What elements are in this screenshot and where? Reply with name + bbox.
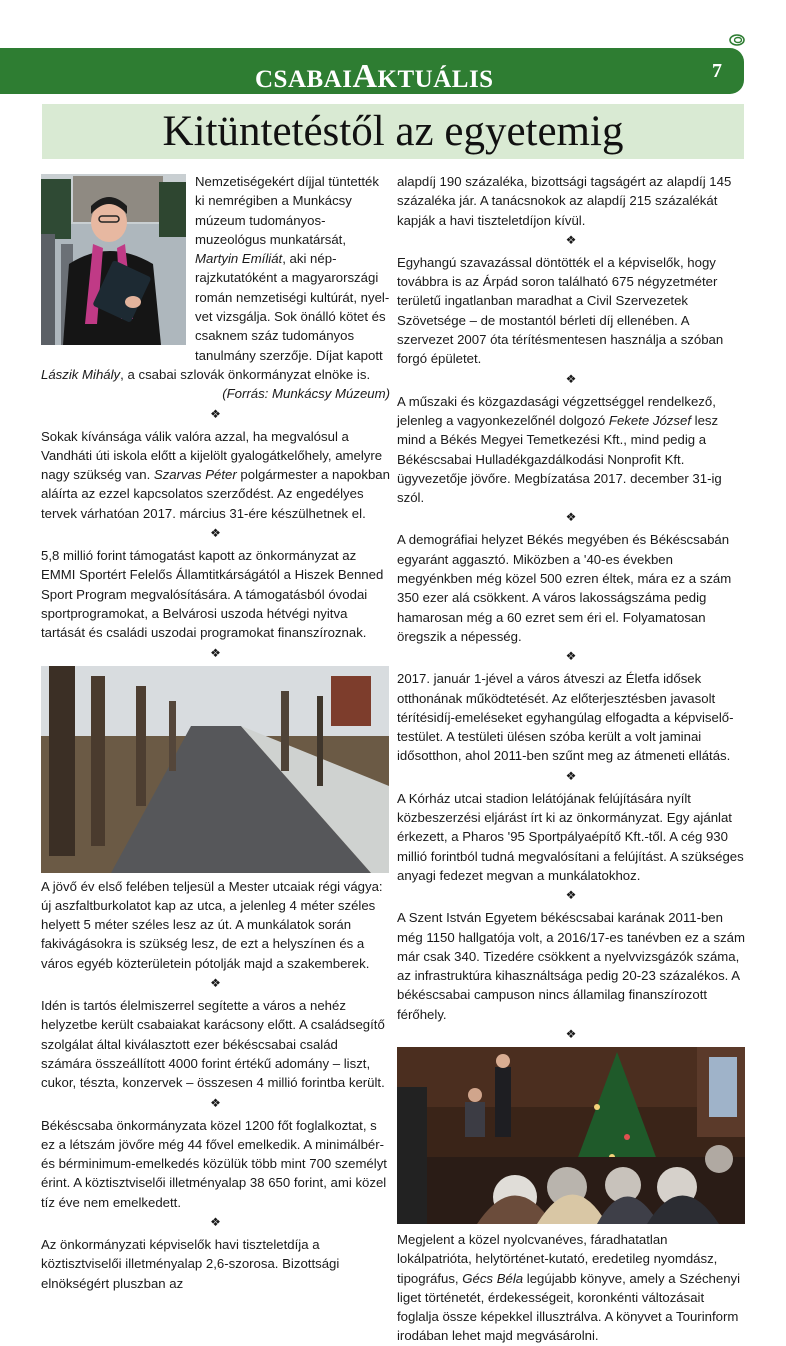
award-winner-photo <box>41 174 186 345</box>
crosswalk-article-cont: polgármester a napokban aláírta az ezzel kapcsolatos szerződést. Az engedélyes tervek várhatóan 2017. március 31-ére készülhetnek el. <box>41 467 390 521</box>
director-article: A műszaki és közgazdasági végzettséggel rendelkező, jelenleg a vagyonkezelőnél dolgozó <box>397 393 716 428</box>
director-article-cont: lesz mind a Békés Megyei Temetkezési Kft., mind pedig a Békéscsabai Hulladékgazdálkodási Nonprofit Kft. ügyvezetője jövőre. Megbízatása 2017. december 31-ig szól. <box>397 412 722 506</box>
page-title: Kitüntetéstől az egyetemig <box>162 108 624 155</box>
separator-icon: ❖ <box>210 976 221 991</box>
university-article: A Szent István Egyetem békéscsabai karának 2011-ben még 1150 hallgatója volt, a 2016/17-es tanévben ez a szám már csak 340. Tizedére csökkent a nyelvvizsgázók száma, az infrastruktúra kihasználtsága pedig 20-23 százalékos. A békéscsabai campuson nincs államilag finanszírozott férőhely. <box>397 910 745 1022</box>
award-article-text-end: , a csabai szlovák önkormányzat elnöke is. <box>120 366 371 382</box>
separator-icon: ❖ <box>565 232 577 247</box>
page-number: 7 <box>712 60 722 82</box>
left-column <box>41 172 390 1293</box>
demography-article: A demográfiai helyzet Békés megyében és Békéscsabán egyaránt aggasztó. Miközben a '40-es években megyénkben még közel 500 ezren éltek, mára ez a szám 350 ezer alá csökkent. A város lakosságszáma pedig hamarosan még a 60 ezret sem éri el. Folyamatosan öregszik a népesség. <box>397 532 732 644</box>
director-name: Fekete József <box>608 412 691 428</box>
book-launch-photo <box>397 1047 745 1224</box>
council-fee-article: Az önkormányzati képviselők havi tiszteletdíja a köztisztviselői illetményalap 2,6-szorosa. Bizottsági elnökségért pluszban az <box>41 1236 340 1291</box>
separator-icon: ❖ <box>210 645 221 660</box>
separator-icon: ❖ <box>210 406 221 421</box>
food-donation-article: Idén is tartós élelmiszerrel segítette a város a nehéz helyzetbe került csabaiakat karácsony előtt. A családsegítő szolgálat által kiválasztott ezer békéscsabai család számára összeállított 4000 forint értékű adomány – liszt, cukor, tészta, konzervek – összesen 4 millió forintba került. <box>41 998 385 1091</box>
separator-icon: ❖ <box>565 768 577 783</box>
elderly-home-article: 2017. január 1-jével a város átveszi az Életfa idősek otthonának működtetését. Az előterjesztésben javasolt térítésidíj-emeléseket egyhangúlag elfogadta a képviselő-testület. A testületi ülésen szóba került a volt jaminai idősotthon, ahol 2011-ben szűnt meg az átmeneti ellátás. <box>397 671 734 764</box>
book-article-cont: legújabb könyve, amely a Széchenyi liget történetét, érdekességeit, koronkénti változásait foglalja össze képekkel illusztrálva. A könyvet a Tourinform irodában lehet majd megvásárolni. <box>397 1270 741 1344</box>
separator-icon: ❖ <box>565 888 577 903</box>
employment-article: Békéscsaba önkormányzata közel 1200 főt foglalkoztat, s ez a létszám jövőre még 44 fővel emelkedik. A minimálbér- és bérminimum-emelkedés közülük több mint 700 személyt érint. A köztisztviselői illetményalap 38 650 forint, ami közel tíz éve nem emelkedett. <box>41 1117 387 1210</box>
award-name: Martyin Emíliát <box>195 251 283 267</box>
separator-icon: ❖ <box>210 526 221 541</box>
second-award-name: Lászik Mihály <box>41 366 121 382</box>
civil-building-article: Egyhangú szavazással döntötték el a képviselők, hogy továbbra is az Árpád soron található 675 négyzetméter területű ingatlanban maradhat a Civil Szervezetek Szövetsége – de mostantól bérleti díj ellenében. A szervezet 2007 óta térítésmentesen használja a szóban forgó épületet. <box>397 254 724 367</box>
author-name: Gécs Béla <box>462 1270 524 1286</box>
street-article: A jövő év első felében teljesül a Mester utcaiak régi vágya: új aszfaltburkolatot kap az utca, a jelenleg 4 méter széles helyett 5 méter széles lesz az út. A munkálatok során fakivágásokra is szükség lesz, de ezt a helyszínen és a város egyéb közterületein pótolják majd a szakemberek. <box>41 878 383 971</box>
separator-icon: ❖ <box>565 649 577 664</box>
separator-icon: ❖ <box>210 1214 221 1229</box>
source-credit: (Forrás: Munkácsy Múzeum) <box>222 386 390 402</box>
crosswalk-article: Sokak kívánsága válik valóra azzal, ha megvalósul a Vandháti úti iskola előtt a kijelölt gyalogátkelőhely, amelyre nagy szükség van. <box>41 428 383 483</box>
sport-grant-article: 5,8 millió forint támogatást kapott az önkormányzat az EMMI Sportért Felelős Államtitkárságától a Hiszek Benned Sport Program megvalósítására. A támogatásból óvodai sportprogramokat, a Belvárosi uszoda hétvégi nyitva tartását és családi uszodai programokat finanszíroznak. <box>41 548 384 641</box>
council-fee-article-cont: alapdíj 190 százaléka, bizottsági tagságért az alapdíj 145 százaléka jár. A tanácsnokok az alapdíj 215 százalékát kapják a havi tiszteletdíjon kívül. <box>397 174 732 228</box>
swirl-logo-icon <box>728 33 746 47</box>
separator-icon: ❖ <box>210 1095 221 1110</box>
award-article-text: Nemzetiségekért díjjal tüntették ki nemrégiben a Munkácsy múzeum tudományos-muzeológus munkatársát, <box>195 174 379 247</box>
publication-name: CSABAIAKTUÁLIS <box>255 58 494 95</box>
street-photo <box>41 666 389 873</box>
right-column <box>397 172 745 1346</box>
separator-icon: ❖ <box>565 1026 577 1041</box>
separator-icon: ❖ <box>565 371 577 386</box>
stadium-article: A Kórház utcai stadion lelátójának felújítására nyílt közbeszerzési eljárást írt ki az önkormányzat. Egy ajánlat érkezett, a Pharos '95 Sportpályaépítő Kft.-től. A cég 930 millió forintból tudná megvalósítani a felújítást. A szükséges anyagi fedezet megvan a munkálatokhoz. <box>397 790 744 883</box>
mayor-name: Szarvas Péter <box>153 467 237 483</box>
book-article: Megjelent a közel nyolcvanéves, fáradhatatlan lokálpatrióta, helytörténet-kutató, eredetileg nyomdász, tipográfus, <box>397 1231 718 1286</box>
award-article-text-cont: , aki néprajzkutatóként a magyarországi román nemzetiségi kultúrát, nyelvet vizsgálja. Sok önálló kötet és csaknem száz tudományos tanulmány szerzője. Díjat kapott <box>195 251 390 363</box>
separator-icon: ❖ <box>565 510 577 525</box>
